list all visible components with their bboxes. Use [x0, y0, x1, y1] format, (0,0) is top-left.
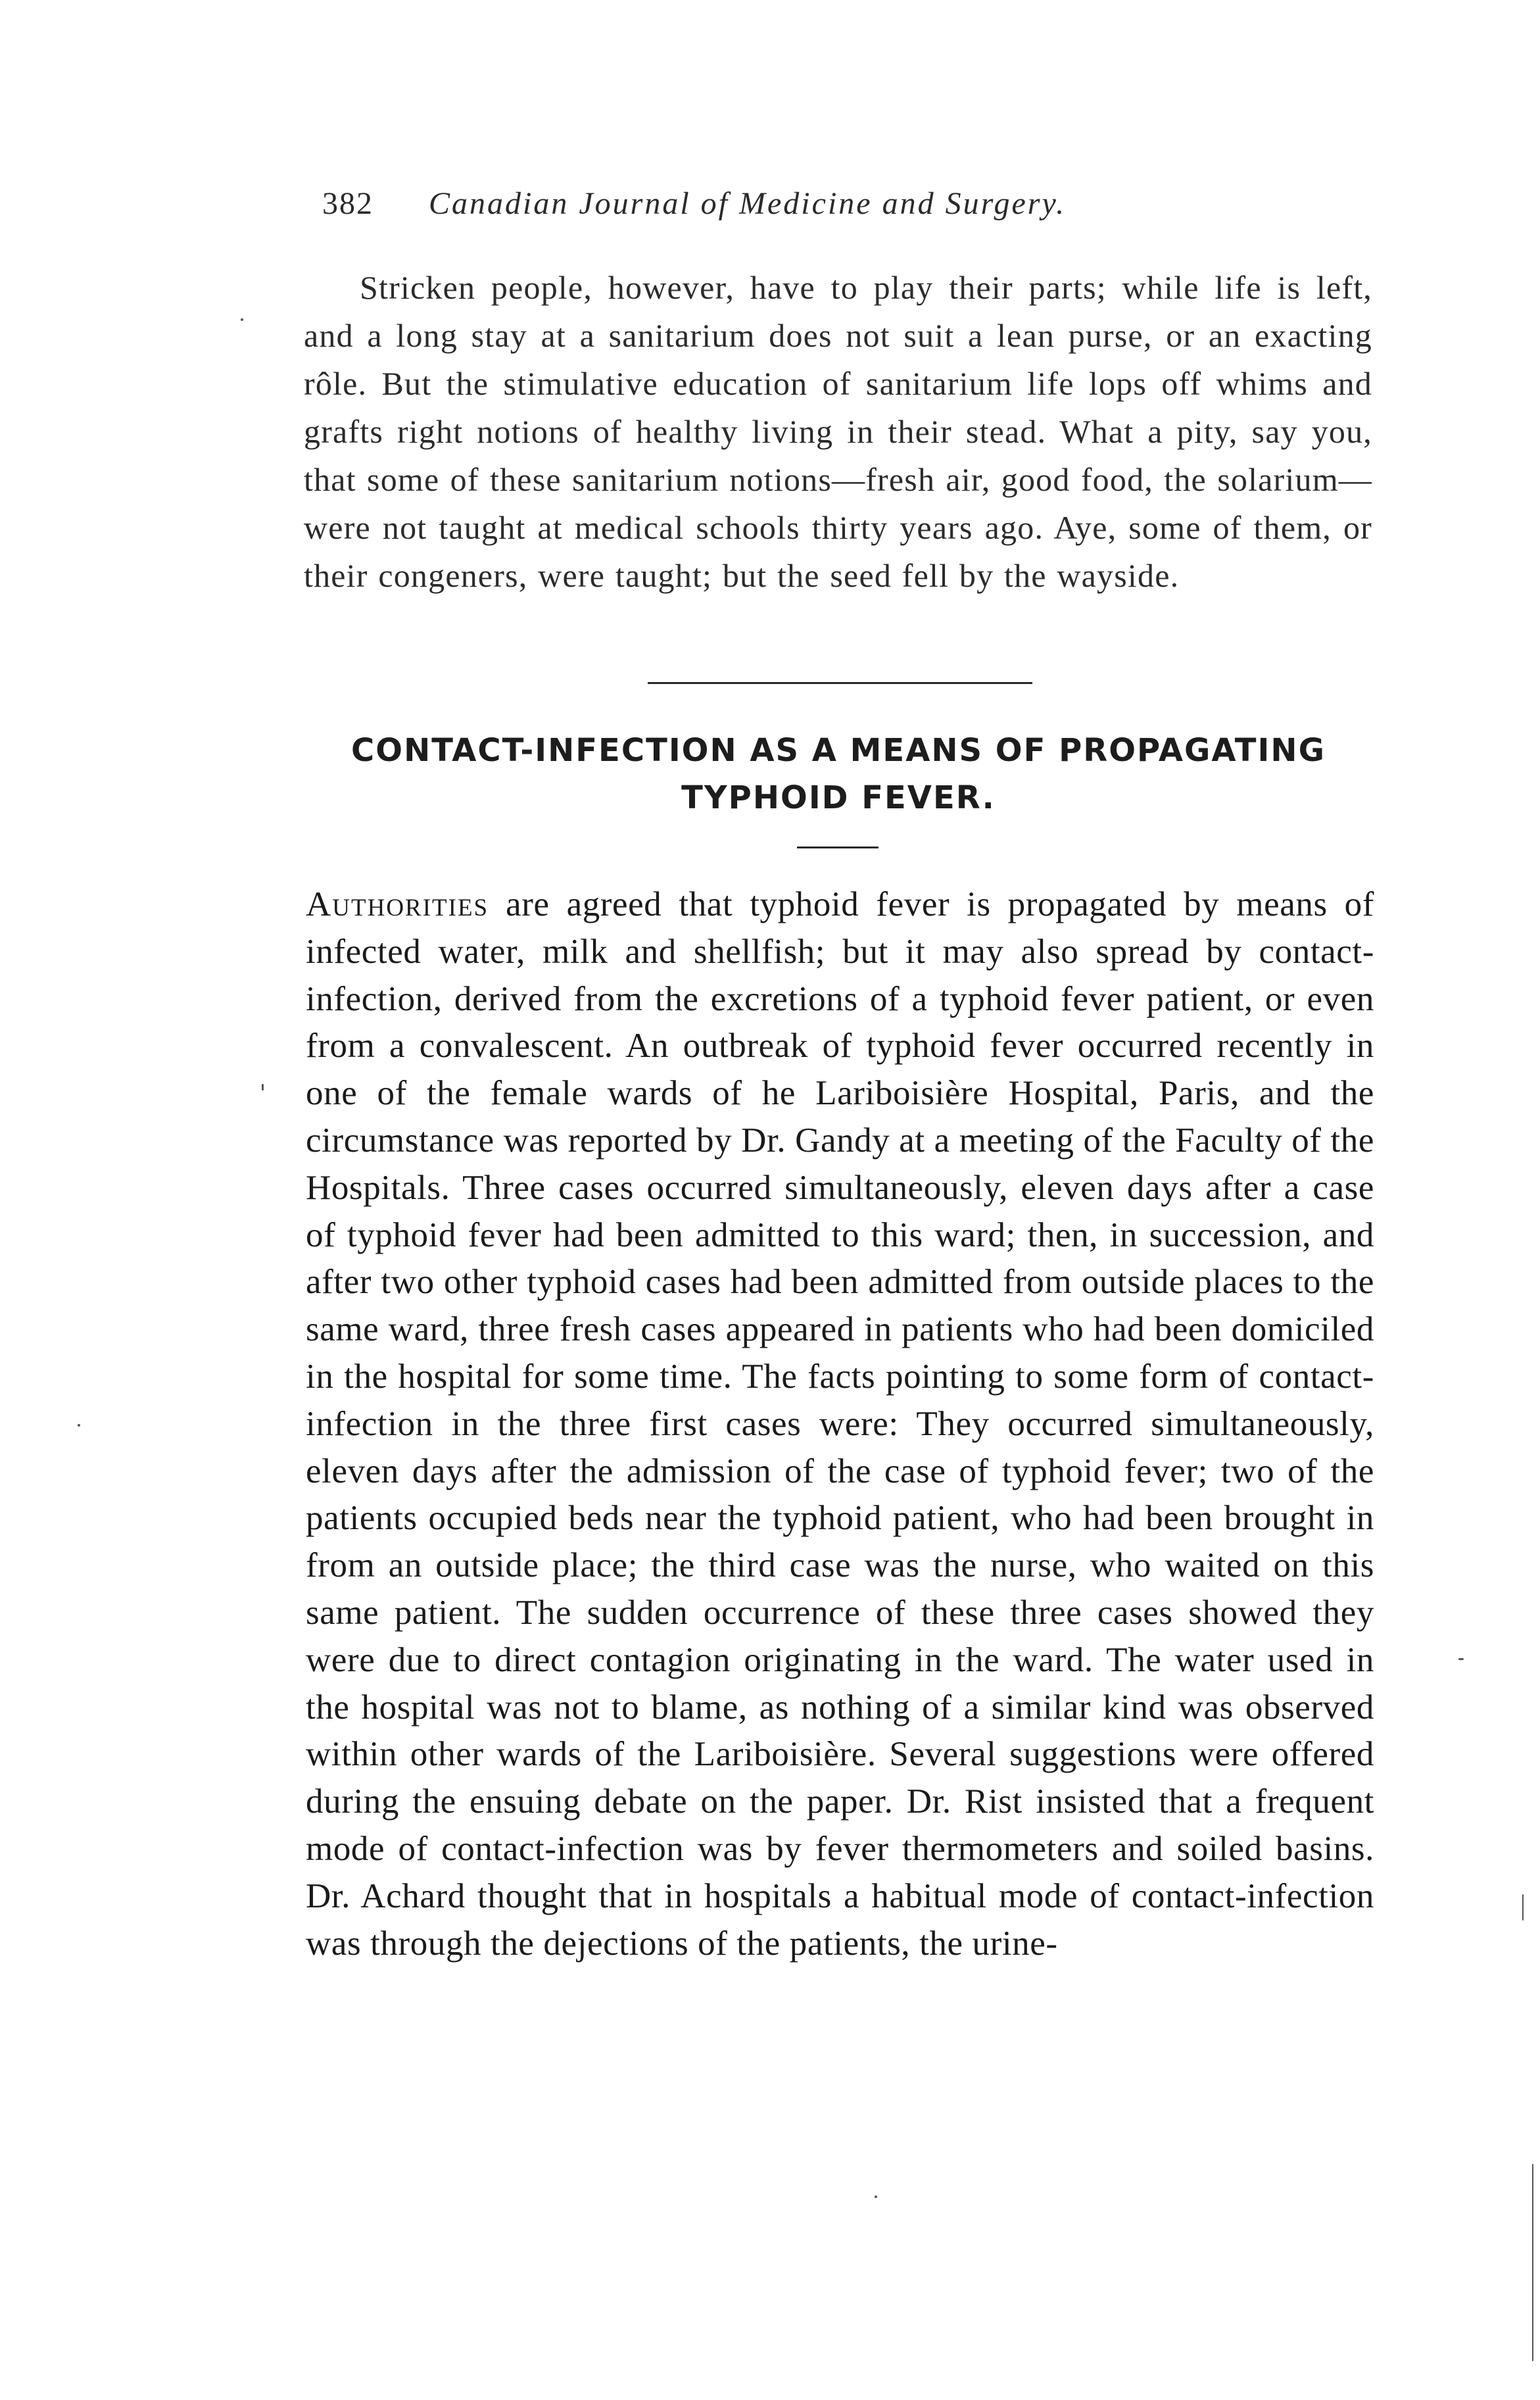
section-divider-rule: [648, 682, 1032, 684]
scan-speck: [262, 1084, 264, 1090]
article-title-line-1: CONTACT-INFECTION AS A MEANS OF PROPAGATING: [351, 732, 1326, 769]
article-body-text: are agreed that typhoid fever is propagated by means of infected water, milk and shellfish; but it may also spread by contact-infection, derived from the excretions of a typhoid fever patient, or even from a convalescent. An outbreak of typhoid fever occurred recently in one of the female wards of he Lariboisière Hospital, Paris, and the circumstance was reported by Dr. Gandy at a meeting of the Faculty of the Hospitals. Three cases occurred simultaneously, eleven days after a case of typhoid fever had been admitted to this ward; then, in succession, and after two other typhoid cases had been admitted from outside places to the same ward, three fresh cases appeared in patients who had been domiciled in the hospital for some time. The facts pointing to some form of contact-infection in the three first cases were: They occurred simultaneously, eleven days after the admission of the case of typhoid fever; two of the patients occupied beds near the typhoid patient, who had been brought in from an outside place; the third case was the nurse, who waited on this same patient. The sudden occurrence of these three cases showed they were due to direct contagion originating in the ward. The water used in the hospital was not to blame, as nothing of a similar kind was observed within other wards of the Lariboisière. Several suggestions were offered during the ensuing debate on the paper. Dr. Rist insisted that a frequent mode of contact-infection was by fever thermometers and soiled basins. Dr. Achard thought that in hospitals a habitual mode of contact-infection was through the dejections of the patients, the urine-: [306, 885, 1374, 1963]
article-body: [306, 881, 1374, 1967]
scan-speck: [875, 2195, 877, 2198]
scan-speck: [78, 1424, 80, 1427]
article-title: [289, 727, 1387, 821]
running-head: [322, 185, 1309, 238]
scan-speck: [1458, 1658, 1464, 1660]
page-number: 382: [322, 186, 373, 221]
article-lead-word: Authorities: [306, 885, 489, 923]
scan-speck: [1522, 1894, 1524, 1921]
scan-speck: [241, 318, 243, 321]
article-title-line-2: TYPHOID FEVER.: [681, 779, 996, 816]
title-underline-rule: [797, 846, 878, 848]
scan-speck: [1532, 2164, 1533, 2361]
journal-title: Canadian Journal of Medicine and Surgery.: [429, 186, 1067, 221]
intro-paragraph: Stricken people, however, have to play their parts; while life is left, and a long stay at a sanitarium does not suit a lean purse, or an exacting rôle. But the stimulative education of sanitarium life lops off whims and grafts right notions of healthy living in their stead. What a pity, say you, that some of these sanitarium notions—fresh air, good food, the solarium—were not taught at medical schools thirty years ago. Aye, some of them, or their congeners, were taught; but the seed fell by the wayside.: [304, 269, 1372, 594]
